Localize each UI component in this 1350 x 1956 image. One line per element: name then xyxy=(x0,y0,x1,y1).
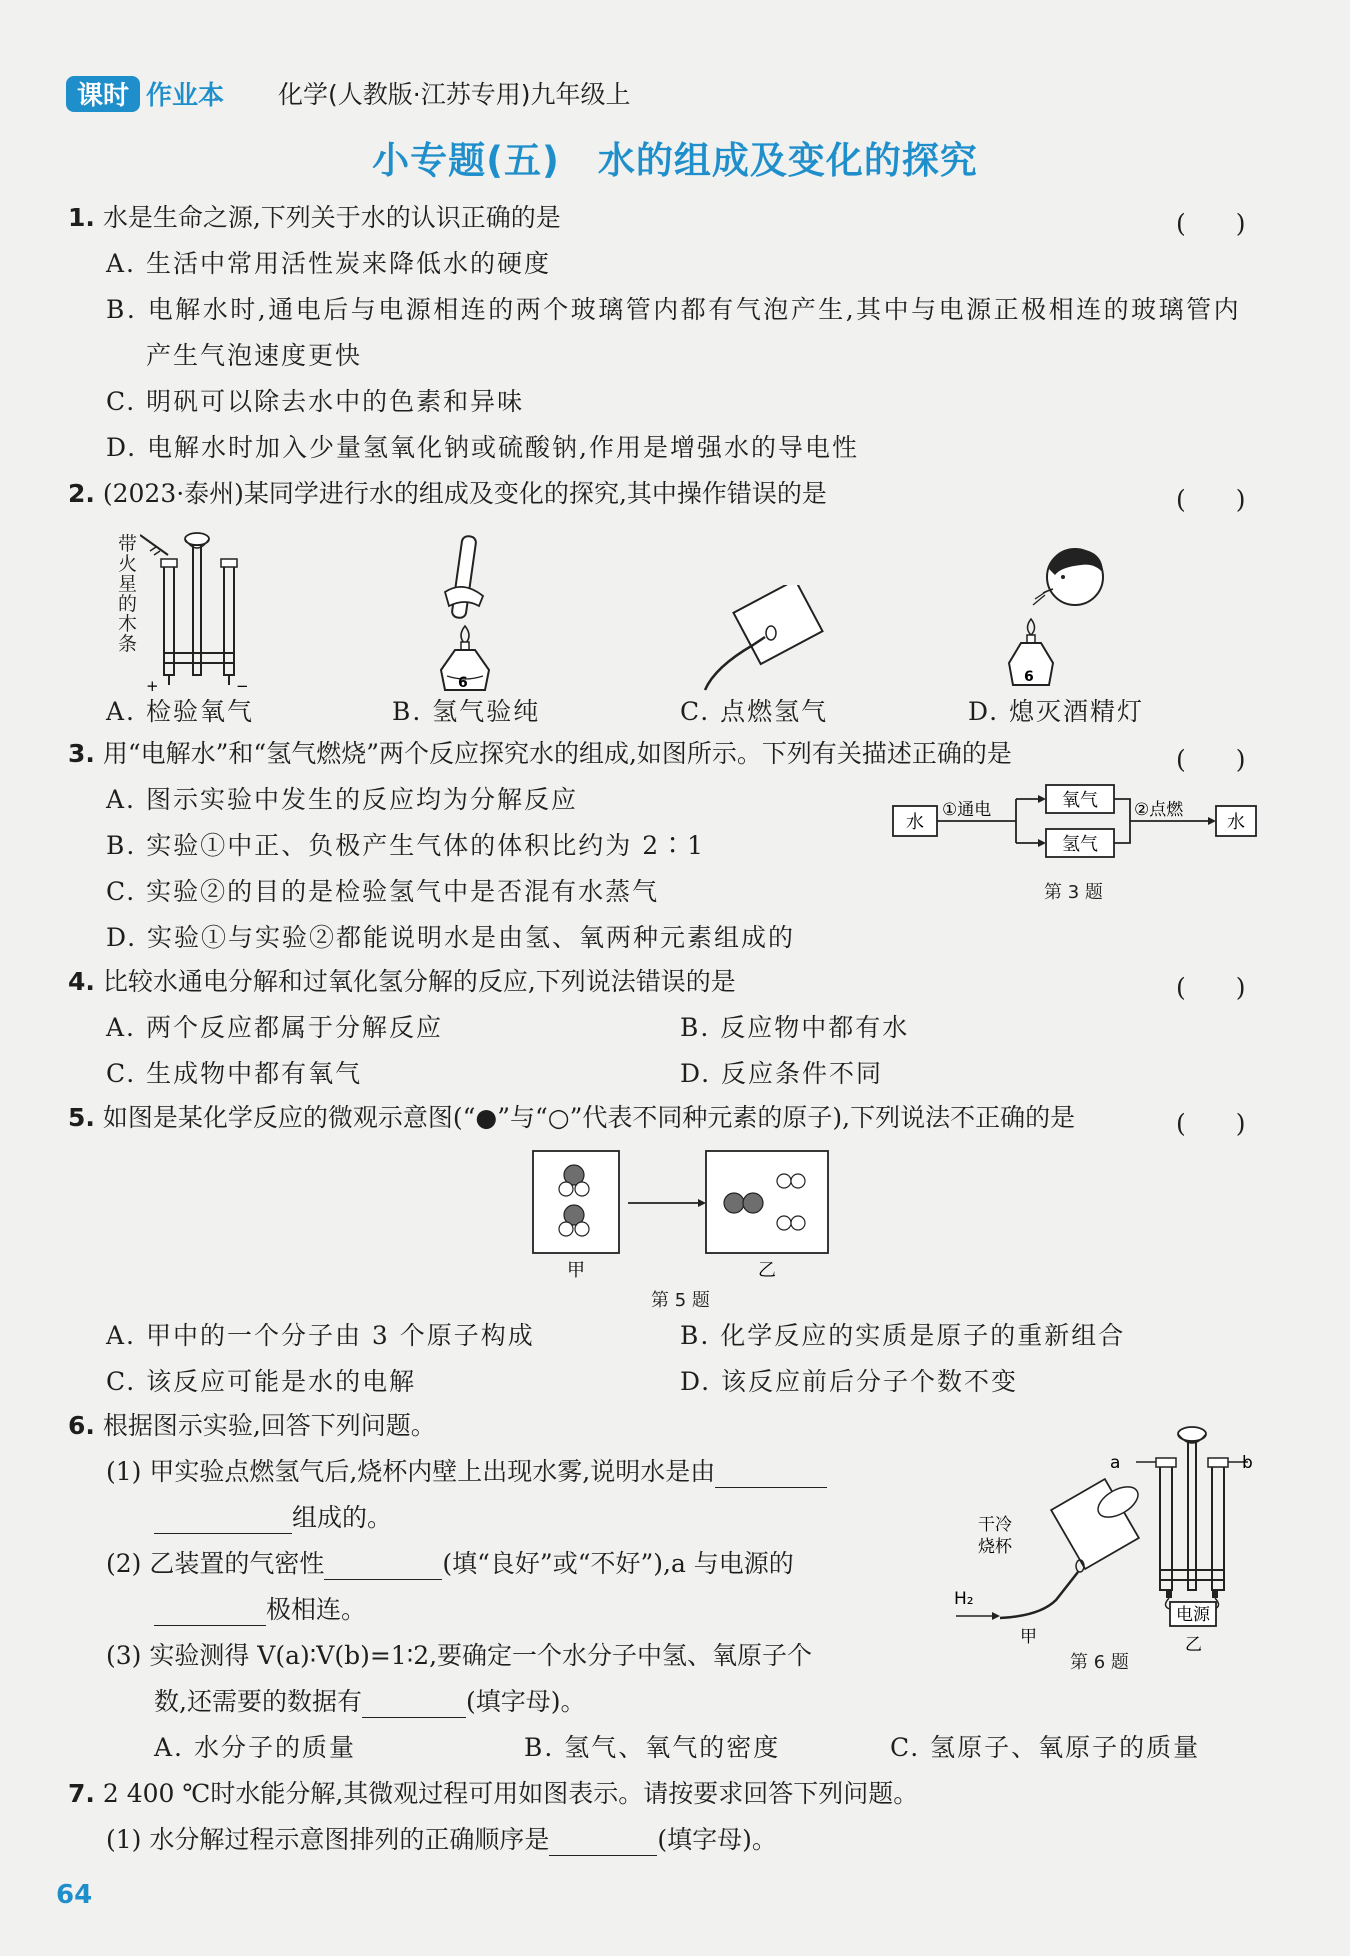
svg-text:+: + xyxy=(146,677,159,695)
svg-text:烧杯: 烧杯 xyxy=(978,1537,1012,1557)
q5-caption: 第 5 题 xyxy=(651,1290,710,1311)
q2-figure-c-ignite-hydrogen xyxy=(693,585,833,695)
svg-text:−: − xyxy=(236,677,249,695)
q1-option-c: C. 明矾可以除去水中的色素和异味 xyxy=(106,387,525,416)
q6-part1-cont: 组成的。 xyxy=(154,1502,392,1534)
q5-answer-paren: ( ) xyxy=(1176,1109,1246,1138)
q7-stem: 7. 2 400 ℃时水能分解,其微观过程可用如图表示。请按要求回答下列问题。 xyxy=(68,1779,919,1808)
q5-option-a: A. 甲中的一个分子由 3 个原子构成 xyxy=(106,1321,535,1350)
page-title: 小专题(五) 水的组成及变化的探究 xyxy=(372,139,978,182)
q6-label-a: a xyxy=(1110,1453,1121,1473)
q5-stem: 5. 如图是某化学反应的微观示意图(“●”与“○”代表不同种元素的原子),下列说法不正确的是 xyxy=(68,1103,1076,1132)
q7-blank-1[interactable] xyxy=(549,1829,657,1856)
q4-answer-paren: ( ) xyxy=(1176,973,1246,1002)
svg-text:作业本: 作业本 xyxy=(146,81,225,111)
q4-option-c: C. 生成物中都有氧气 xyxy=(106,1059,363,1088)
q6-figure xyxy=(940,1420,1260,1680)
q3-option-b: B. 实验①中正、负极产生气体的体积比约为 2∶1 xyxy=(106,831,706,860)
q6-power-label: 电源 xyxy=(1176,1605,1210,1625)
q2-stem: 2. (2023·泰州)某同学进行水的组成及变化的探究,其中操作错误的是 xyxy=(68,479,827,508)
q3-stem: 3. 用“电解水”和“氢气燃烧”两个反应探究水的组成,如图所示。下列有关描述正确的是 xyxy=(68,739,1012,768)
q5-option-d: D. 该反应前后分子个数不变 xyxy=(680,1367,1019,1396)
q4-option-d: D. 反应条件不同 xyxy=(680,1059,884,1088)
q6-part3: (3) 实验测得 V(a)∶V(b)=1∶2,要确定一个水分子中氢、氧原子个 xyxy=(106,1641,813,1670)
q2-figure-d-blow-out-lamp xyxy=(995,545,1115,695)
q3-option-a: A. 图示实验中发生的反应均为分解反应 xyxy=(106,785,578,814)
q6-blank-4[interactable] xyxy=(362,1691,466,1718)
q5-option-b: B. 化学反应的实质是原子的重新组合 xyxy=(680,1321,1126,1350)
book-subtitle: 化学(人教版·江苏专用)九年级上 xyxy=(278,80,631,109)
q1-answer-paren: ( ) xyxy=(1176,209,1246,238)
q6-part3-cont: 数,还需要的数据有 (填字母)。 xyxy=(154,1687,586,1716)
q6-stem: 6. 根据图示实验,回答下列问题。 xyxy=(68,1411,436,1440)
q1-option-b-cont: 产生气泡速度更快 xyxy=(146,341,363,370)
q2-option-a: A. 检验氧气 xyxy=(106,697,254,726)
q1-option-a: A. 生活中常用活性炭来降低水的硬度 xyxy=(106,249,551,278)
q3-option-c: C. 实验②的目的是检验氢气中是否混有水蒸气 xyxy=(106,877,660,906)
q2-figure-a-electrolysis xyxy=(140,525,250,695)
q4-stem: 4. 比较水通电分解和过氧化氢分解的反应,下列说法错误的是 xyxy=(68,967,736,996)
q6-option-b: B. 氢气、氧气的密度 xyxy=(524,1733,781,1762)
q1-option-d: D. 电解水时加入少量氢氧化钠或硫酸钠,作用是增强水的导电性 xyxy=(106,433,859,462)
q3-water-left: 水 xyxy=(906,812,924,833)
q3-oxygen-box: 氧气 xyxy=(1062,790,1098,811)
q5-option-c: C. 该反应可能是水的电解 xyxy=(106,1367,417,1396)
q6-blank-3[interactable] xyxy=(154,1599,266,1626)
q2-option-d: D. 熄灭酒精灯 xyxy=(968,697,1145,726)
q6-blank-1[interactable] xyxy=(715,1461,827,1488)
logo-text-part: 课时 xyxy=(76,81,130,111)
q7-part1: (1) 水分解过程示意图排列的正确顺序是 (填字母)。 xyxy=(106,1825,777,1854)
q5-micro-diagram xyxy=(530,1148,835,1278)
q3-step1-label: ①通电 xyxy=(942,800,992,820)
q6-label-yi: 乙 xyxy=(1185,1635,1202,1655)
q3-answer-paren: ( ) xyxy=(1176,745,1246,774)
q6-part2: (2) 乙装置的气密性 (填“良好”或“不好”),a 与电源的 xyxy=(106,1549,794,1578)
q3-caption: 第 3 题 xyxy=(1044,882,1103,903)
q5-label-jia: 甲 xyxy=(567,1260,585,1278)
q6-blank-2[interactable] xyxy=(324,1553,442,1580)
q3-flow-diagram xyxy=(890,782,1260,862)
page-number: 64 xyxy=(56,1880,93,1910)
q6-part2-cont: 极相连。 xyxy=(154,1594,366,1626)
q2-fig-a-label: 带火星的木条 xyxy=(118,533,138,655)
q1-option-b: B. 电解水时,通电后与电源相连的两个玻璃管内都有气泡产生,其中与电源正极相连的玻璃管内 xyxy=(106,295,1242,324)
q6-label-b: b xyxy=(1242,1453,1253,1473)
q6-label-jia: 甲 xyxy=(1020,1627,1037,1647)
q2-figure-b-purity-test xyxy=(425,530,515,695)
q3-water-right: 水 xyxy=(1227,812,1245,833)
series-logo xyxy=(66,74,262,114)
q3-step2-label: ②点燃 xyxy=(1134,800,1184,820)
q2-option-b: B. 氢气验纯 xyxy=(392,697,541,726)
q3-option-d: D. 实验①与实验②都能说明水是由氢、氧两种元素组成的 xyxy=(106,923,796,952)
q4-option-a: A. 两个反应都属于分解反应 xyxy=(106,1013,443,1042)
q3-hydrogen-box: 氢气 xyxy=(1062,834,1098,855)
q6-option-c: C. 氢原子、氧原子的质量 xyxy=(890,1733,1201,1762)
q6-option-a: A. 水分子的质量 xyxy=(154,1733,356,1762)
q1-stem: 1. 水是生命之源,下列关于水的认识正确的是 xyxy=(68,203,561,232)
q2-answer-paren: ( ) xyxy=(1176,485,1246,514)
q6-blank-1b[interactable] xyxy=(154,1507,292,1534)
q6-caption: 第 6 题 xyxy=(1070,1652,1129,1673)
q2-option-c: C. 点燃氢气 xyxy=(680,697,829,726)
q6-h2-label: H₂ xyxy=(954,1589,974,1609)
svg-text:6: 6 xyxy=(1024,669,1034,685)
q4-option-b: B. 反应物中都有水 xyxy=(680,1013,910,1042)
q5-label-yi: 乙 xyxy=(758,1260,776,1278)
q6-beaker-label: 干冷 xyxy=(978,1515,1012,1535)
q6-part1: (1) 甲实验点燃氢气后,烧杯内壁上出现水雾,说明水是由 xyxy=(106,1456,827,1488)
svg-text:6: 6 xyxy=(458,675,468,691)
